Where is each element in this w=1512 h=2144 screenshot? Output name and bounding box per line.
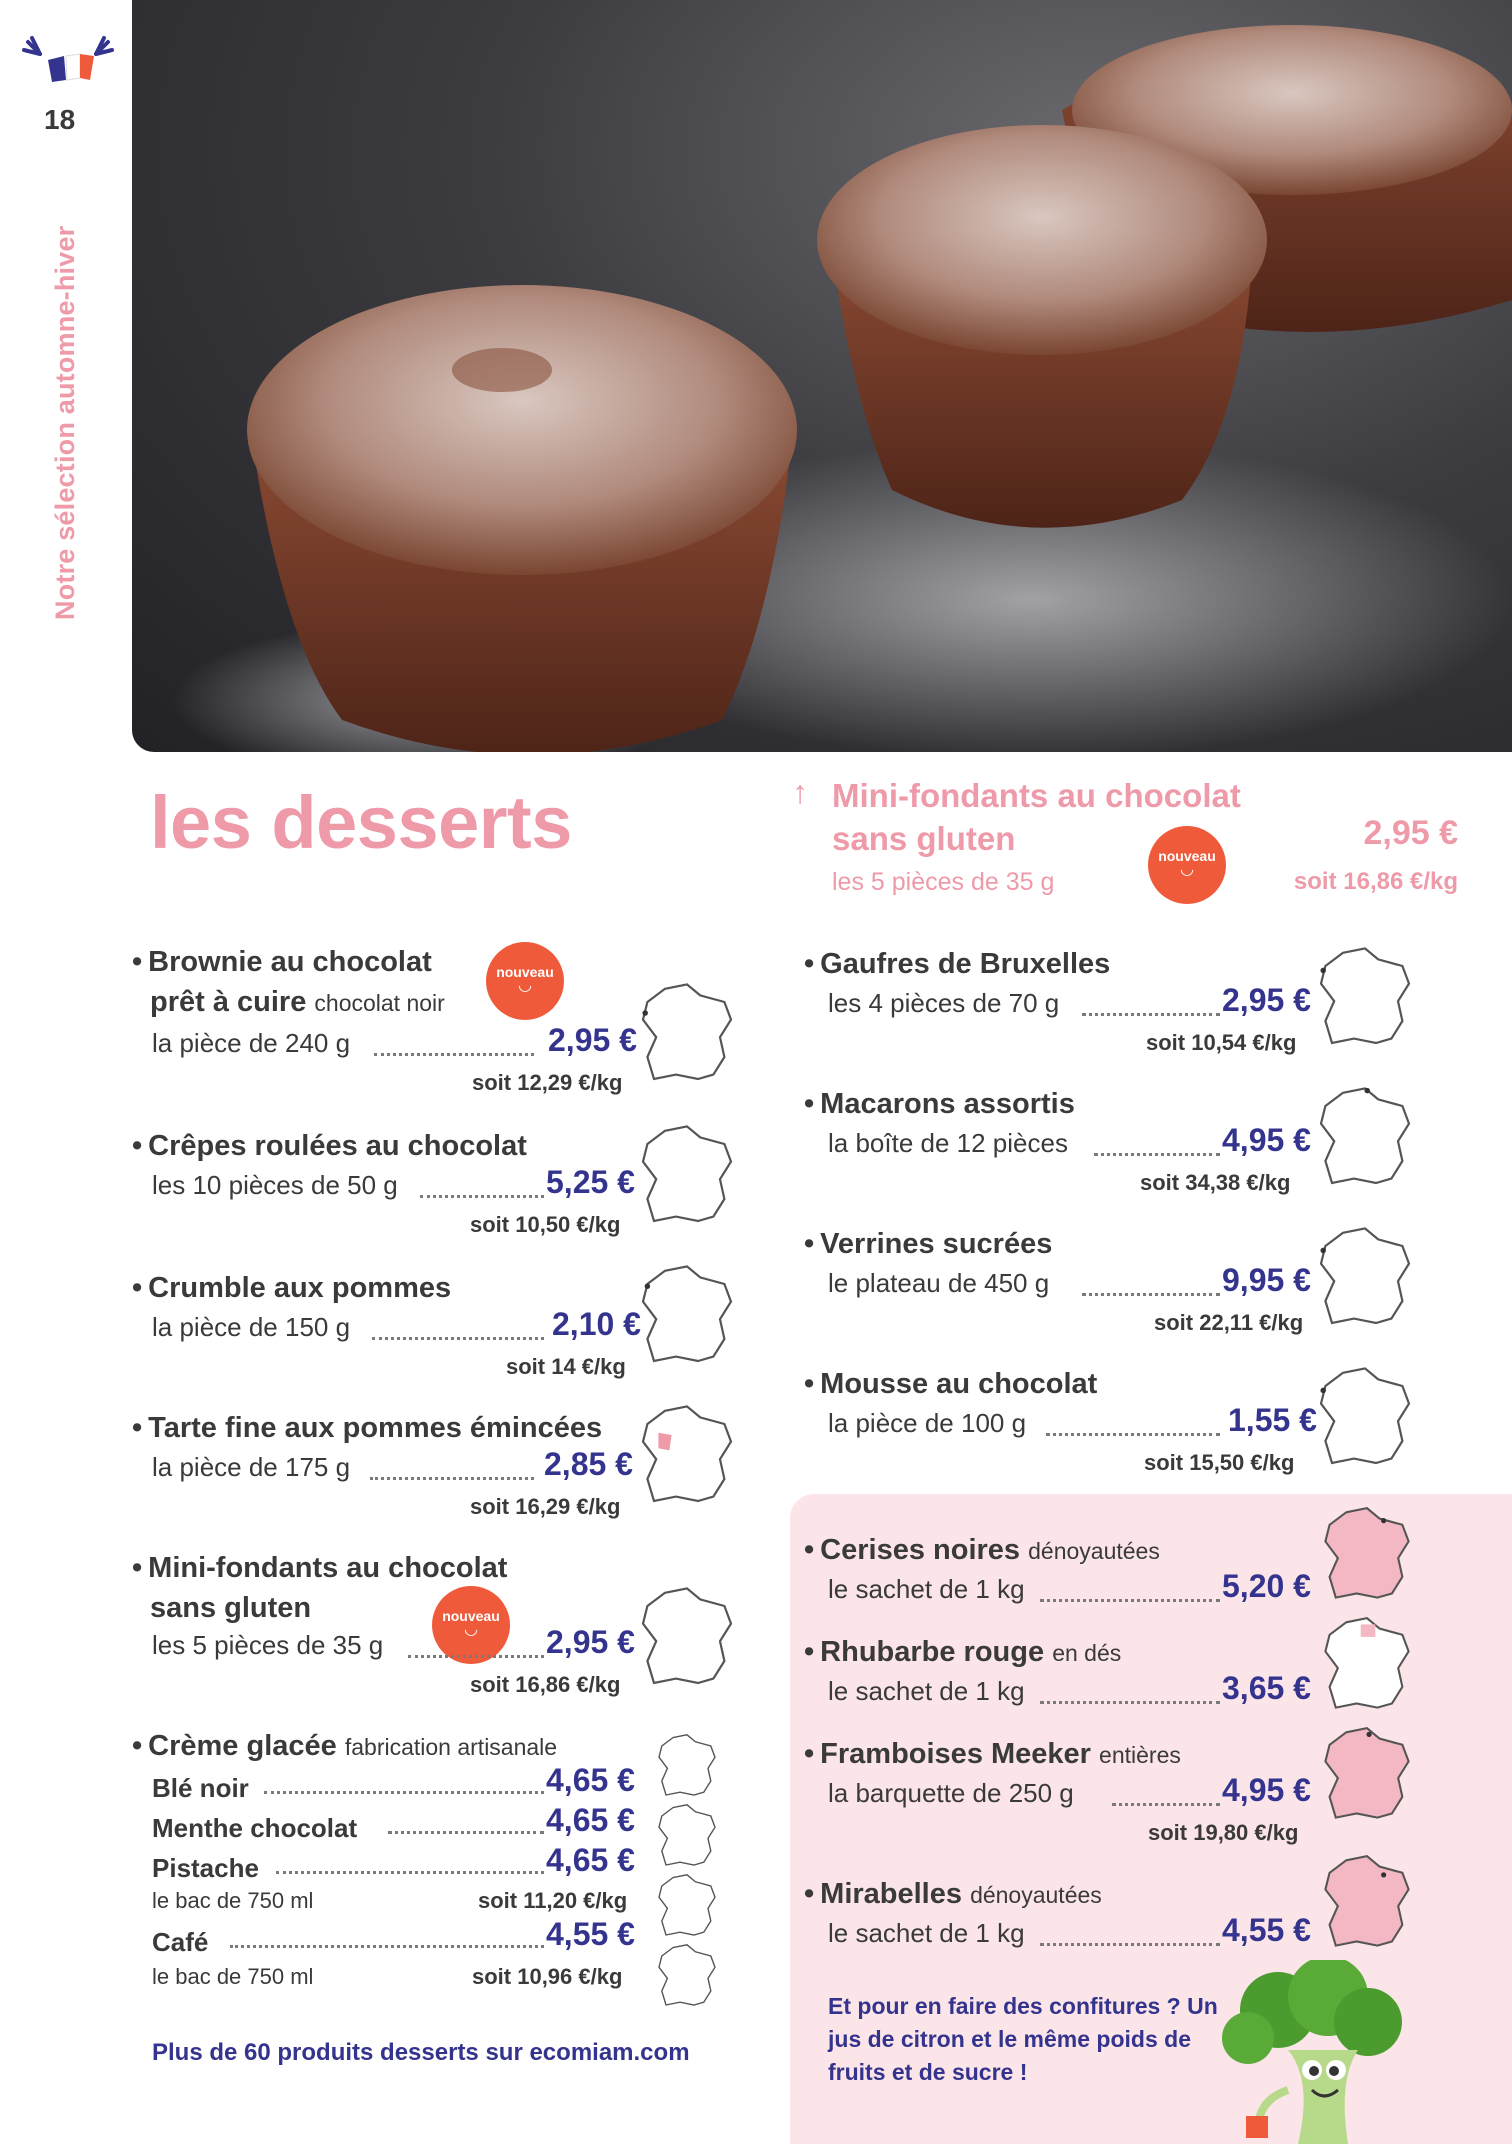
leader-dots [264, 1788, 544, 1794]
leader-dots [370, 1474, 534, 1480]
leader-dots [372, 1334, 544, 1340]
product-mousse: • Mousse au chocolat [804, 1368, 1098, 1400]
product-name: Brownie au chocolat [148, 946, 432, 978]
france-map-icon [1312, 1504, 1422, 1608]
tub-size: le bac de 750 ml [152, 1888, 314, 1913]
product-price-per-kg: soit 10,54 €/kg [1146, 1030, 1297, 1055]
product-price: 5,25 € [546, 1164, 635, 1200]
product-brownie: • Brownie au chocolat prêt à cuire chocolat noir [132, 946, 445, 1018]
france-map-icon [628, 1584, 746, 1694]
product-desc: entières [1099, 1742, 1181, 1768]
product-mirabelles: • Mirabelles dénoyautées [804, 1878, 1102, 1910]
product-desc: chocolat noir [314, 990, 445, 1016]
france-map-icon [1306, 1364, 1424, 1474]
product-quantity: les 4 pièces de 70 g [828, 988, 1060, 1018]
leader-dots [1094, 1150, 1220, 1156]
leader-dots [1040, 1940, 1220, 1946]
product-quantity: la pièce de 100 g [828, 1408, 1027, 1438]
product-price: 9,95 € [1222, 1262, 1311, 1298]
product-price-per-kg: soit 10,50 €/kg [470, 1212, 621, 1237]
product-cerises: • Cerises noires dénoyautées [804, 1534, 1160, 1566]
flavor-name: Pistache [152, 1853, 259, 1883]
product-price: 2,95 € [1222, 982, 1311, 1018]
arrow-up-icon: ↑ [792, 774, 808, 810]
product-gaufres: • Gaufres de Bruxelles [804, 948, 1111, 980]
product-name: Verrines sucrées [820, 1228, 1053, 1260]
leader-dots [374, 1050, 534, 1056]
leader-dots [1082, 1010, 1220, 1016]
product-price-per-kg: soit 15,50 €/kg [1144, 1450, 1295, 1475]
france-map-icon [1312, 1614, 1422, 1718]
product-desc: dénoyautées [1028, 1538, 1160, 1564]
leader-dots [1040, 1596, 1220, 1602]
product-name: Mousse au chocolat [820, 1368, 1098, 1400]
france-map-icon [1306, 944, 1424, 1054]
product-rhubarbe: • Rhubarbe rouge en dés [804, 1636, 1122, 1668]
france-map-icon [628, 1402, 746, 1512]
product-price: 3,65 € [1222, 1670, 1311, 1706]
product-price: 4,95 € [1222, 1772, 1311, 1808]
product-name: Crumble aux pommes [148, 1272, 452, 1304]
featured-price: 2,95 € [1363, 814, 1458, 852]
product-price-per-kg: soit 34,38 €/kg [1140, 1170, 1291, 1195]
france-flag-icon [18, 32, 118, 84]
product-crumble: • Crumble aux pommes [132, 1272, 452, 1304]
footer-link[interactable]: Plus de 60 produits desserts sur ecomiam.com [152, 2039, 690, 2066]
leader-dots [1040, 1698, 1220, 1704]
product-quantity: la pièce de 240 g [152, 1028, 351, 1058]
leader-dots [388, 1828, 544, 1834]
product-price-per-kg: soit 16,29 €/kg [470, 1494, 621, 1519]
product-desc: dénoyautées [970, 1882, 1102, 1908]
product-price: 2,85 € [544, 1446, 633, 1482]
product-price: 4,55 € [1222, 1912, 1311, 1948]
product-quantity: la barquette de 250 g [828, 1778, 1074, 1808]
product-quantity: le sachet de 1 kg [828, 1574, 1025, 1604]
france-map-icon [628, 1122, 746, 1232]
leader-dots [1112, 1800, 1220, 1806]
product-framboises: • Framboises Meeker entières [804, 1738, 1181, 1770]
tip-text: Et pour en faire des confitures ? Un jus de citron et le même poids de fruits et de sucre ! [828, 1993, 1218, 2085]
product-name: Gaufres de Bruxelles [820, 948, 1111, 980]
product-price: 5,20 € [1222, 1568, 1311, 1604]
product-name: Tarte fine aux pommes émincées [148, 1412, 603, 1444]
rail-label: Notre sélection automne-hiver [50, 225, 80, 620]
product-name: Rhubarbe rouge [820, 1636, 1045, 1668]
product-macarons: • Macarons assortis [804, 1088, 1075, 1120]
france-map-icon [648, 1802, 726, 1872]
flavor-price: 4,65 € [546, 1802, 635, 1838]
flavor-name: Menthe chocolat [152, 1813, 358, 1843]
france-map-icon [1312, 1724, 1422, 1828]
product-verrines: • Verrines sucrées [804, 1228, 1053, 1260]
product-crepes: • Crêpes roulées au chocolat [132, 1130, 527, 1162]
product-name: sans gluten [150, 1592, 312, 1624]
product-quantity: la pièce de 150 g [152, 1312, 351, 1342]
featured-price-per-kg: soit 16,86 €/kg [1293, 868, 1458, 895]
broccoli-mascot-icon [1218, 1960, 1408, 2144]
tub-price-per-kg: soit 11,20 €/kg [478, 1888, 628, 1913]
product-price-per-kg: soit 19,80 €/kg [1148, 1820, 1299, 1845]
product-quantity: la pièce de 175 g [152, 1452, 351, 1482]
france-map-icon [1306, 1224, 1424, 1334]
product-price: 1,55 € [1228, 1402, 1317, 1438]
flavor-price: 4,65 € [546, 1842, 635, 1878]
leader-dots [1082, 1290, 1220, 1296]
product-ice-cream: • Crème glacée fabrication artisanale [132, 1730, 558, 1762]
product-price-per-kg: soit 16,86 €/kg [470, 1672, 621, 1697]
product-desc: en dés [1052, 1640, 1122, 1666]
flavor-price: 4,55 € [546, 1916, 635, 1952]
product-price: 2,10 € [552, 1306, 641, 1342]
leader-dots [276, 1868, 544, 1874]
product-name: Macarons assortis [820, 1088, 1075, 1120]
page-number: 18 [44, 104, 76, 135]
product-quantity: les 10 pièces de 50 g [152, 1170, 398, 1200]
product-quantity: la boîte de 12 pièces [828, 1128, 1068, 1158]
tub-size: le bac de 750 ml [152, 1964, 314, 1989]
product-mini-fondants: • Mini-fondants au chocolat sans gluten [132, 1552, 508, 1624]
france-map-icon [1306, 1084, 1424, 1194]
tub-price-per-kg: soit 10,96 €/kg [472, 1964, 623, 1989]
product-desc: fabrication artisanale [344, 1734, 558, 1760]
product-name: Framboises Meeker [820, 1738, 1091, 1770]
product-price-per-kg: soit 22,11 €/kg [1154, 1310, 1304, 1335]
product-name: Mini-fondants au chocolat [148, 1552, 508, 1584]
product-price: 2,95 € [548, 1022, 637, 1058]
product-quantity: le sachet de 1 kg [828, 1918, 1025, 1948]
product-name: Crêpes roulées au chocolat [148, 1130, 527, 1162]
flavor-name: Blé noir [152, 1773, 249, 1803]
product-quantity: le plateau de 450 g [828, 1268, 1050, 1298]
leader-dots [230, 1942, 544, 1948]
product-price: 4,95 € [1222, 1122, 1311, 1158]
flavor-price: 4,65 € [546, 1762, 635, 1798]
france-map-icon [1312, 1852, 1422, 1956]
new-badge: nouveau ◡ [486, 942, 564, 1020]
product-price-per-kg: soit 12,29 €/kg [472, 1070, 623, 1095]
leader-dots [408, 1652, 544, 1658]
product-price-per-kg: soit 14 €/kg [506, 1354, 626, 1379]
france-map-icon [628, 1262, 746, 1372]
section-title: les desserts [150, 781, 572, 864]
product-price: 2,95 € [546, 1624, 635, 1660]
product-name: Mirabelles [820, 1878, 962, 1910]
hero-photo [132, 0, 1512, 752]
leader-dots [420, 1192, 544, 1198]
france-map-icon [648, 1732, 726, 1802]
new-badge: nouveau ◡ [1148, 826, 1226, 904]
product-quantity: le sachet de 1 kg [828, 1676, 1025, 1706]
product-name: Crème glacée [148, 1730, 337, 1762]
leader-dots [1046, 1430, 1220, 1436]
product-name: Cerises noires [820, 1534, 1021, 1566]
product-tarte: • Tarte fine aux pommes émincées [132, 1412, 603, 1444]
france-map-icon [628, 980, 746, 1090]
featured-name: Mini-fondants au chocolat sans gluten [832, 777, 1241, 857]
france-map-icon [648, 1942, 726, 2012]
featured-quantity: les 5 pièces de 35 g [832, 868, 1055, 896]
new-badge: nouveau ◡ [432, 1586, 510, 1664]
product-quantity: les 5 pièces de 35 g [152, 1630, 384, 1660]
product-name: prêt à cuire [150, 986, 307, 1018]
france-map-icon [648, 1872, 726, 1942]
flavor-name: Café [152, 1927, 209, 1957]
